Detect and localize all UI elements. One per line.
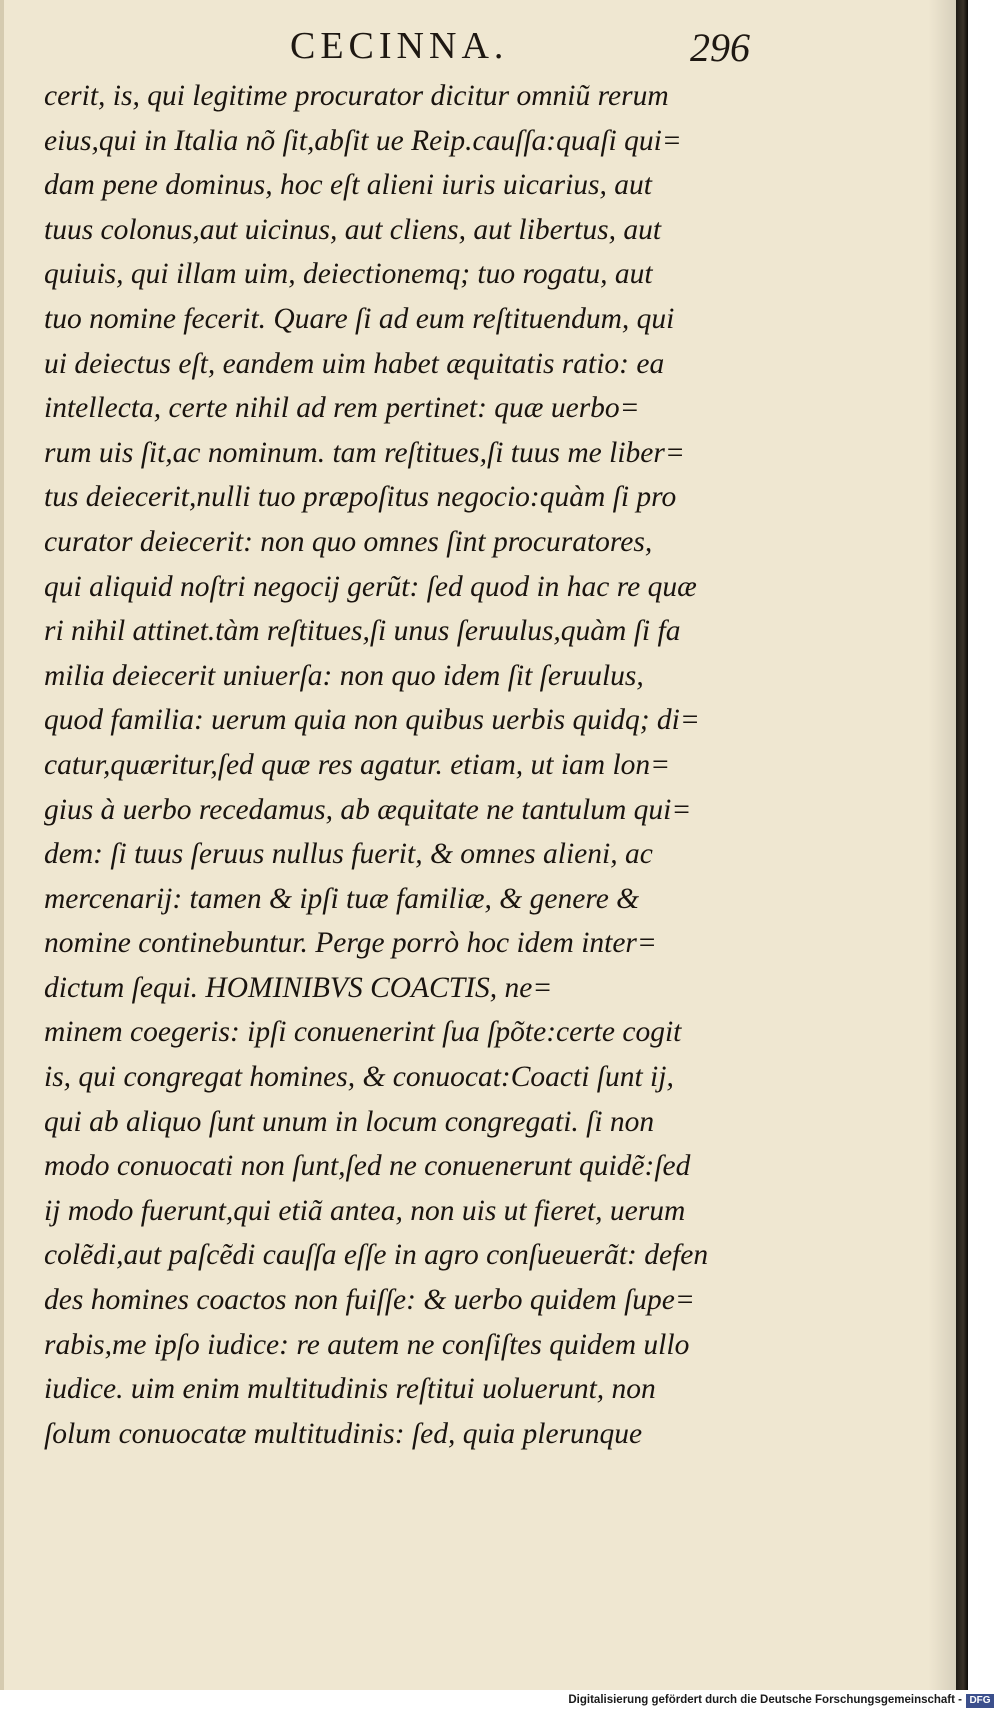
text-line: iudice. uim enim multitudinis reſtitui uoluerunt, non: [44, 1373, 656, 1406]
text-line: ij modo fuerunt,qui etiã antea, non uis ut fieret, uerum: [44, 1194, 686, 1227]
text-line: rum uis ſit,ac nominum. tam reſtitues,ſi tuus me liber=: [44, 436, 685, 469]
text-line: tuo nomine fecerit. Quare ſi ad eum reſtituendum, qui: [44, 302, 675, 335]
text-line: is, qui congregat homines, & conuocat:Coacti ſunt ij,: [44, 1061, 674, 1094]
page-left-edge: [0, 0, 4, 1690]
text-line: des homines coactos non fuiſſe: & uerbo quidem ſupe=: [44, 1284, 695, 1317]
text-line: qui ab aliquo ſunt unum in locum congregati. ſi non: [44, 1105, 655, 1138]
text-line: minem coegeris: ipſi conuenerint ſua ſpõte:certe cogit: [44, 1016, 682, 1049]
text-line: dem: ſi tuus ſeruus nullus fuerit, & omnes alieni, ac: [44, 838, 653, 871]
text-line: intellecta, certe nihil ad rem pertinet: quæ uerbo=: [44, 392, 640, 425]
text-line: quiuis, qui illam uim, deiectionemq; tuo rogatu, aut: [44, 258, 653, 291]
text-line: colẽdi,aut paſcẽdi cauſſa eſſe in agro conſueuerãt: defen: [44, 1239, 709, 1272]
text-line: milia deiecerit uniuerſa: non quo idem ſit ſeruulus,: [44, 659, 644, 692]
running-title: CECINNA.: [290, 25, 509, 67]
page-number: 296: [690, 25, 750, 70]
funding-credit: Digitalisierung gefördert durch die Deutsche Forschungsgemeinschaft -: [568, 1694, 962, 1706]
text-line: eius,qui in Italia nõ ſit,abſit ue Reip.cauſſa:quaſi qui=: [44, 124, 682, 157]
text-line: tus deiecerit,nulli tuo præpoſitus negocio:quàm ſi pro: [44, 481, 677, 514]
digitization-footer: [0, 1690, 1000, 1714]
text-line: dam pene dominus, hoc eſt alieni iuris uicarius, aut: [44, 169, 652, 202]
text-line: rabis,me ipſo iudice: re autem ne conſiſtes quidem ullo: [44, 1328, 690, 1361]
gutter-shadow: [928, 0, 956, 1690]
text-line: qui aliquid noſtri negocij gerũt: ſed quod in hac re quæ: [44, 570, 697, 603]
text-line: ri nihil attinet.tàm reſtitues,ſi unus ſeruulus,quàm ſi fa: [44, 615, 681, 648]
text-line: cerit, is, qui legitime procurator dicitur omniũ rerum: [44, 80, 669, 112]
text-line: gius à uerbo recedamus, ab æquitate ne tantulum qui=: [44, 793, 692, 826]
text-line: modo conuocati non ſunt,ſed ne conuenerunt quidẽ:ſed: [44, 1150, 691, 1183]
text-line: mercenarij: tamen & ipſi tuæ familiæ, & genere &: [44, 882, 640, 915]
dfg-logo-icon: DFG: [966, 1694, 994, 1708]
text-line: dictum ſequi. HOMINIBVS COACTIS, ne=: [44, 971, 553, 1004]
text-line: ui deiectus eſt, eandem uim habet æquitatis ratio: ea: [44, 347, 665, 380]
text-line: catur,quæritur,ſed quæ res agatur. etiam, ut iam lon=: [44, 748, 671, 781]
body-text: [44, 74, 804, 1456]
text-line: nomine continebuntur. Perge porrò hoc idem inter=: [44, 927, 657, 960]
book-edge: [956, 0, 968, 1690]
text-line: quod familia: uerum quia non quibus uerbis quidq; di=: [44, 704, 700, 737]
text-line: tuus colonus,aut uicinus, aut cliens, aut libertus, aut: [44, 213, 662, 246]
text-line: ſolum conuocatæ multitudinis: ſed, quia plerunque: [44, 1417, 643, 1450]
text-line: curator deiecerit: non quo omnes ſint procuratores,: [44, 525, 653, 558]
